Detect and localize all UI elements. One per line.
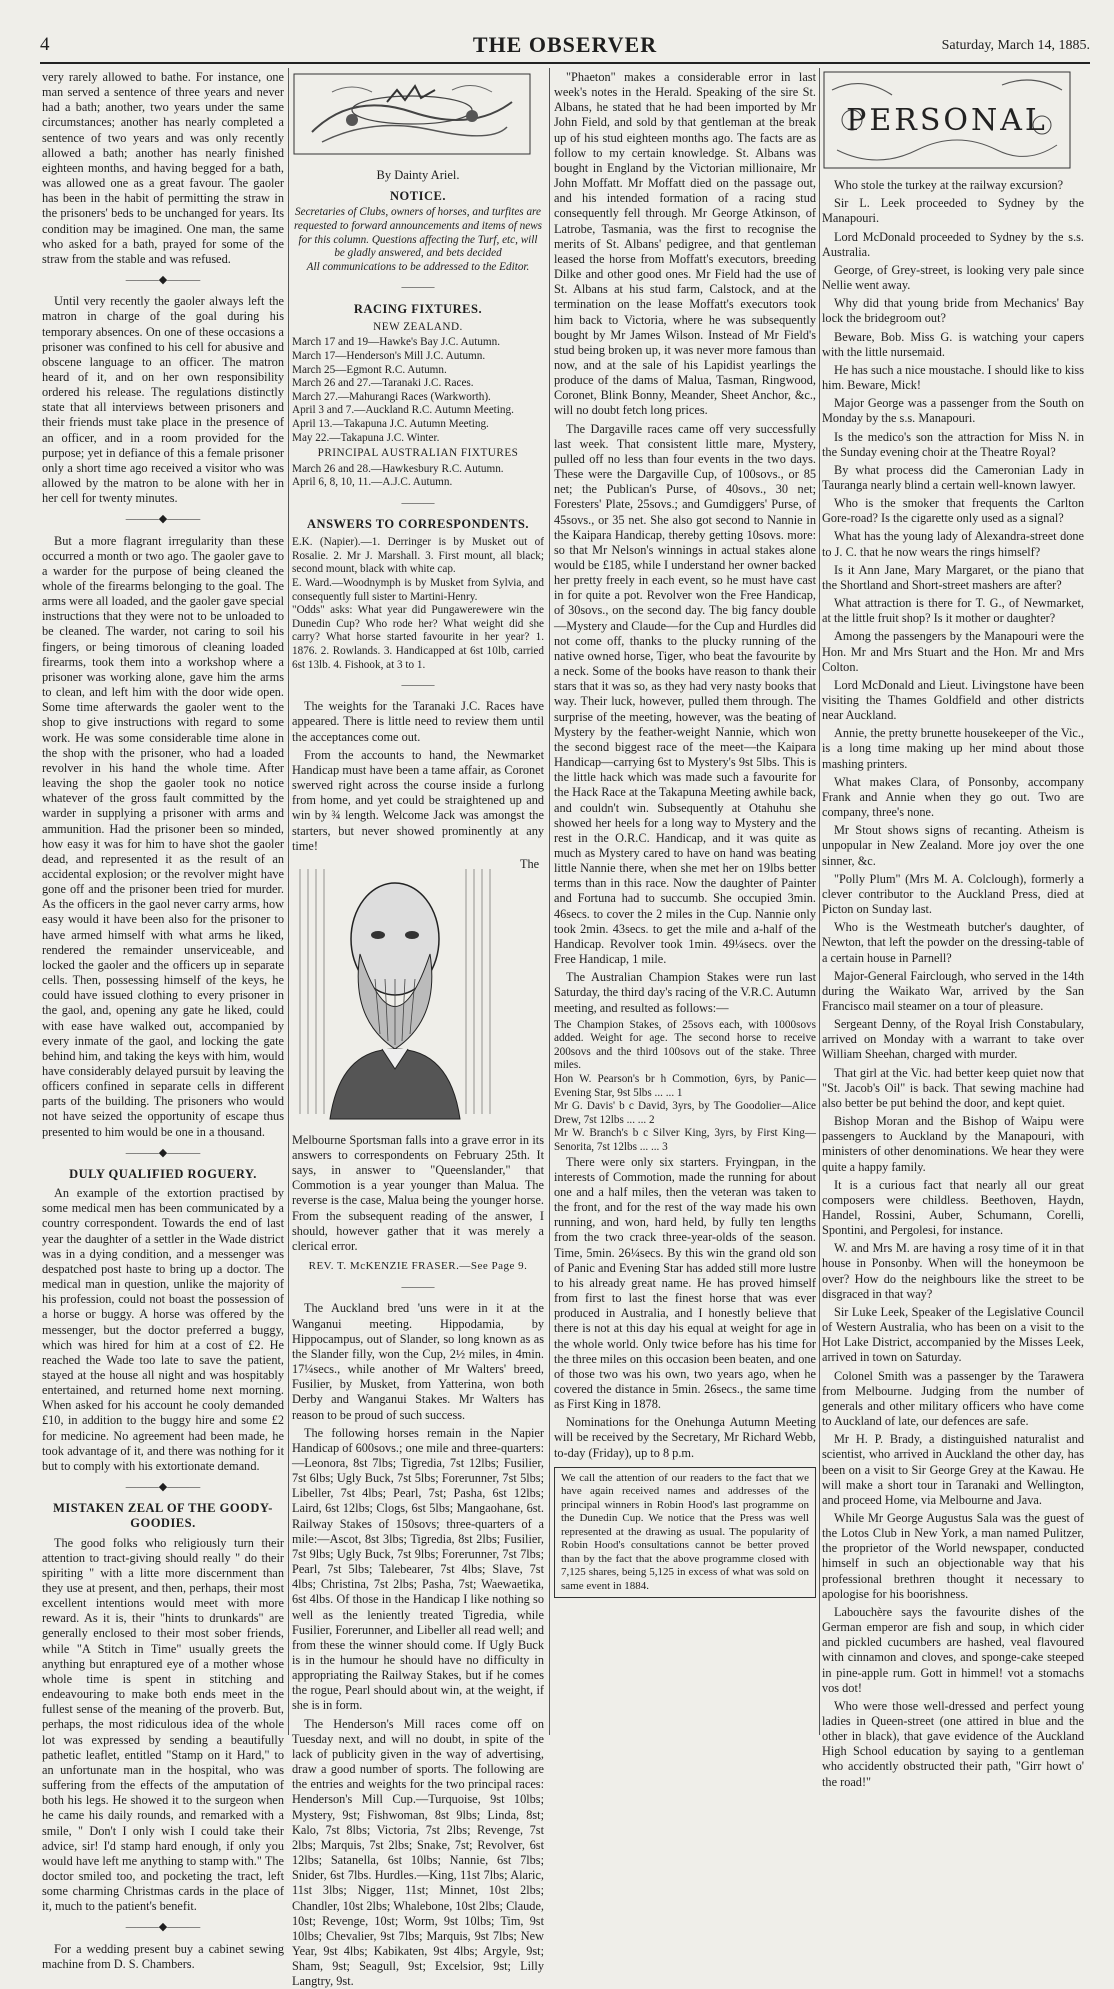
personal-item: Who is the smoker that frequents the Carlton Gore-road? Is the cigarette only used as a signal? [822, 496, 1084, 526]
fixtures-subheading: NEW ZEALAND. [373, 320, 463, 333]
fixture-item: April 3 and 7.—Auckland R.C. Autumn Meeting. [292, 404, 514, 417]
personal-item: Major-General Fairclough, who served in the 14th during the Waikato War, arrived by the San Francisco mail steamer on a tour of pleasure. [822, 968, 1084, 1013]
article-paragraph: There were only six starters. Fryingpan, in the interests of Commotion, made the running for about one and a half miles, then the veteran was taken to the front, and for the rest of the way made his own running, and won, hard held, by fully ten lengths from the two crack three-year-olds of the season. Time, 5min. 26¼secs. By this win the grand old son of Panic and Evening Star has added still more lustre to his already great name. He has proved himself from first to last the finest horse that was ever produced in Australia, and I honestly believe that there is not at this day his equal at weight for age in the whole world. Only twice before has his time for the three miles on this occasion been beaten, and one of those two was his own, two years ago, when he covered the distance in 5min. 26secs., the same time as First King in 1878. [554, 1154, 816, 1412]
personal-item: Is it Ann Jane, Mary Margaret, or the piano that the Shortland and Short-street mashers are after? [822, 562, 1084, 592]
section-separator: ——— [401, 496, 435, 509]
notice-box: We call the attention of our readers to the fact that we have again received names and addresses of the principal winners in Robin Hood's last programme on the Dunedin Cup. We notice that the Press was well represented at the drawing as usual. The popularity of Robin Hood's consultations cannot be better proved than by the fact that the above programme closed with 7,125 shares, being 5,125 in excess of what was sold on same event in 1884. [554, 1467, 816, 1599]
column-2 [292, 70, 544, 1989]
page-number: 4 [40, 34, 50, 55]
article-paragraph: very rarely allowed to bathe. For instance, one man served a sentence of three years and never had a bath; another, two years under the same circumstances; another has nearly completed a sentence of two years and was only recently allowed a bath; another has nearly finished eighteen months, and having begged for a bath, was allowed one as a great favour. The gaoler has been in the habit of permitting the straw in the prisoners' beds to be unchanged for years. Its condition may be imagined. One man, the same who asked for a bath, prayed for some of the straw from the stable and was refused. [42, 70, 284, 266]
personal-heading-ornament [822, 70, 1072, 170]
personal-heading: PERSONAL [846, 103, 1048, 138]
personal-item: Mr Stout shows signs of recanting. Atheism is unpopular in New Zealand. More joy over the one sinner, &c. [822, 823, 1084, 868]
portrait-caption: REV. T. McKENZIE FRASER.—See Page 9. [308, 1260, 528, 1273]
masthead-rule [40, 62, 1090, 64]
fixtures-list [292, 463, 544, 490]
personal-item: By what process did the Cameronian Lady in Tauranga nearly blind a certain well-known lawyer. [822, 462, 1084, 492]
personal-item: He has such a nice moustache. I should like to kiss him. Beware, Mick! [822, 362, 1084, 393]
fixture-item: March 17—Henderson's Mill J.C. Autumn. [292, 349, 486, 362]
fixture-item: April 6, 8, 10, 11.—A.J.C. Autumn. [292, 476, 453, 489]
personal-item: Sir L. Leek proceeded to Sydney by the Manapouri. [822, 196, 1084, 226]
race-result-item: Mr G. Davis' b c David, 3yrs, by The Goodolier—Alice Drew, 7st 12lbs ... ... 2 [554, 1100, 816, 1126]
personal-item: Lord McDonald and Lieut. Livingstone have been visiting the Thames Goldfield and other districts near Auckland. [822, 677, 1084, 723]
column-byline: By Dainty Ariel. [376, 168, 460, 183]
race-results [554, 1073, 816, 1155]
fixture-item: March 26 and 28.—Hawkesbury R.C. Autumn. [292, 462, 504, 475]
section-separator: ———◆——— [125, 513, 201, 526]
personal-item: What has the young lady of Alexandra-street done to J. C. that he now wears the rings himself? [822, 529, 1084, 559]
section-separator: ———◆——— [125, 1921, 201, 1934]
personal-item: While Mr George Augustus Sala was the guest of the Lotos Club in New York, a man named Pulitzer, the proprietor of the World newspaper, conducted himself in such an objectionable way that his professional brethren thought it necessary to apologise for his boorishness. [822, 1510, 1084, 1601]
article-paragraph: The Melbourne Sportsman falls into a grave error in its answers to correspondents on February 25th. It says, in answer to "Queenslander," that Commotion is a year younger than Malua. The reverse is the case, Malua being the younger horse. From the subsequent reading of the answer, I should, however gather that it was merely a clerical error. [292, 856, 544, 1253]
race-result-item: Hon W. Pearson's br h Commotion, 6yrs, by Panic—Evening Star, 9st 5lbs ... ... 1 [554, 1073, 816, 1099]
article-paragraph: "Phaeton" makes a considerable error in last week's notes in the Herald. Speaking of the sire St. Albans, he stated that he had been imported by Mr John Field, and sold by that gentleman at the break up of his stud eighteen months ago. The facts are as follow to my certain knowledge. St. Albans was bought in England by the Victorian millionaire, Mr John Moffatt. Mr Moffatt died on the passage out, and his intended formation of a racing stud consequently fell through. Mr George Atkinson, of Latrobe, Tasmania, was the first to recognise the merits of St. Albans' pedigree, and that gentleman leased the horse from Moffatt's executors, breeding Dilke and other good ones. Mr Field had the use of St. Albans at his stud farm, Calstock, and at the termination on the lease Moffatt's executors took him back to Victoria, where he was subsequently bought by Mr James Wilson. Instead of Mr Field's stud being broken up, it was never more famous than now, and at the sale of his Lapidist yearlings the produce of the dams of Malua, Tasman, Ringwood, Coronet, Blink Bonny, Meander, Sheet Anchor, &c., will no doubt fetch long prices. [554, 70, 816, 418]
personal-item: Sir Luke Leek, Speaker of the Legislative Council of Western Australia, who has been on a visit to the Hot Lake District, accompanied by the Misses Leek, arrived in town on Saturday. [822, 1304, 1084, 1365]
personal-item: Bishop Moran and the Bishop of Waipu were passengers to Auckland by the Manapouri, with ministers of other denominations. We hear they were quite a happy family. [822, 1114, 1084, 1174]
personal-item: Who stole the turkey at the railway excursion? [834, 178, 1064, 193]
section-separator: ———◆——— [125, 1146, 201, 1159]
article-paragraph: The following horses remain in the Napier Handicap of 600sovs.; one mile and three-quarters:—Leonora, 8st 7lbs; Tigredia, 7st 12lbs; Fusilier, 7st 6lbs; Ugly Buck, 7st 5lbs; Forerunner, 7st 5lbs; Libeller, 7st 4lbs; Pearl, 7st; Pasha, 6st 12lbs; Laird, 6st 12lbs; Clogs, 6st 5lbs; Mangaohane, 6st. Railway Stakes of 150sovs; three-quarters of a mile:—Ascot, 8st 3lbs; Tigredia, 8st 2lbs; Fusilier, 7st 9lbs; Ugly Buck, 7st 9lbs; Forerunner, 7st 7lbs; Pearl, 7st 5lbs; Talebearer, 7st 4lbs; Slave, 7st 4lbs; Christina, 7st 2lbs; Pasha, 7st; Waewaetika, 6st 4lbs. Of those in the Handicap I like nothing so well as the leniently treated Tigredia, while Fusilier, Forerunner, and Libeller all read well; and from these the winner should come. If Ugly Buck is in the humour he should have no difficulty in appropriating the Railway Stakes, but if he comes the rogue, Pearl should about win, at the weight, if she is in form. [292, 1425, 544, 1713]
article-paragraph: The weights for the Taranaki J.C. Races have appeared. There is little need to review them until the acceptances come out. [292, 699, 544, 744]
section-separator: ———◆——— [125, 274, 201, 287]
personal-item: Is the medico's son the attraction for Miss N. in the Sunday evening choir at the Theatre Royal? [822, 429, 1084, 459]
personal-item: Annie, the pretty brunette housekeeper of the Vic., is a long time making up her mind about those mashing printers. [822, 726, 1084, 771]
answers-heading: ANSWERS TO CORRESPONDENTS. [307, 517, 529, 532]
column-divider [288, 68, 289, 1735]
issue-date: Saturday, March 14, 1885. [941, 38, 1090, 53]
personal-item: It is a curious fact that nearly all our great composers were childless. Beethoven, Haydn, Handel, Rossini, Auber, Schumann, Corelli, Spontini, and Pergolesi, for instance. [822, 1177, 1084, 1238]
notice-heading: NOTICE. [390, 189, 446, 204]
section-separator: ——— [401, 281, 435, 294]
section-separator: ——— [401, 1281, 435, 1294]
personal-item: George, of Grey-street, is looking very pale since Nellie went away. [822, 262, 1084, 293]
column-divider [819, 68, 820, 1735]
article-paragraph: Nominations for the Onehunga Autumn Meeting will be received by the Secretary, Mr Richard Webb, to-day (Friday), up to 8 p.m. [554, 1415, 816, 1460]
personal-item: Colonel Smith was a passenger by the Tarawera from Melbourne. Judging from the number of generals and other military officers who have come to Auckland of late, our defences are safe. [822, 1368, 1084, 1429]
article-paragraph: The Dargaville races came off very successfully last week. That consistent little mare, Mystery, pulled off no less than four events in the two days. These were the Dargaville Cup, of 100sovs., or 85 net; the Publican's Purse, of 40sovs., 30 net; Foresters' Plate, 25sovs.; and Gumdiggers' Purse, of 45sovs., or 35 net. She also got second to Nannie in the Kaipara Handicap, thereby getting 10sovs. more: so that Mr Nelson's winnings in actual stakes alone would be £185, while I understand her owner backed her pretty freely in each event, so he must have cast in for quite a pot. Revolver won the Free Handicap, of 30sovs., on the second day. The big fancy double—Mystery and Claude—for the Cup and Hurdles did not come off, thanks to the plucky running of the native owned horse, Tiger, who beat the favourite by a neck. Some of the books have reason to thank their stars that it was so, as they had very nasty books that way. Their luck, however, pulled them through. The surprise of the meeting, however, was the beating of Mystery by the feather-weight Nannie, which won the second biggest race of the meet—the Kaipara Handicap—carrying 6st to Mystery's 9st 5lbs. This is the little hack which was made such a favourite for the Hack Race at the Takapuna Meeting awhile back, and couldn't win. Subsequently at Otahuhu she showed her heels for a long way to Mystery and the rest in the O.R.C. Handicap, and it was quite as much as Mystery cared to have on hand was beating little Nannie there, when she met her on 19lbs better terms than in this race. Now the daughter of Painter and Fortuna had to succumb. She occupied 3min. 46secs. to cover the 2 miles in the Cup. Nannie only took 2min. 43secs. to get the mile and a-half of the Handicap. Revolver took 1min. 49¼secs. over the Free Handicap, 1 mile. [554, 421, 816, 967]
personal-items [822, 178, 1084, 1790]
article-heading: MISTAKEN ZEAL OF THE GOODY-GOODIES. [53, 1501, 273, 1531]
article-paragraph: The Auckland bred 'uns were in it at the Wanganui meeting. Hippodamia, by Hippocampus, out of Slander, so long known as as the Slander filly, won the Cup, 2½ miles, in 4min. 17¼secs., while another of Mr Walters' breed, Fusilier, by Musket, from Yatterina, won both Derby and Wanganui Stakes. Mr Walters has reason to be proud of such success. [292, 1301, 544, 1422]
article-paragraph: The good folks who religiously turn their attention to tract-giving should really " do their spiriting " with a litte more discernment than they use at present, and then, perhaps, their most excellent intentions would meet with more reward. As it is, their "hints to drunkards" are generally enclosed to their most sober friends, while "A Stitch in Time" usually greets the anything but enraptured eye of a mother whose whole time is spent in stitching and endeavouring to make both ends meet in the fullest sense of the meaning of the proverb. But, perhaps, the most ridiculous idea of the whole lot was expressed by sending a beautifully pathetic leaflet, entitled "Stamp on it Hard," to an unfortunate man in the hospital, who was suffering from the effects of the amputation of both his legs. He showed it to the surgeon when he came his daily rounds, and remarked with a smile, " Don't I only wish I could take their advice, sir! I'd stamp hard enough, if only you would have left me anything to stamp with." The doctor smiled too, and pocketing the tract, left some charming Christmas cards in the place of it, much to the patient's benefit. [42, 1535, 284, 1914]
personal-item: Who were those well-dressed and perfect young ladies in Queen-street (one attired in blue and the other in black), that gave evidence of the Auckland High School education by saying to a gentleman who accidently obstructed their path, "Girr howt o' the road!" [822, 1698, 1084, 1789]
article-paragraph: Until very recently the gaoler always left the matron in charge of the goal during his temporary absences. On one of these occasions a prisoner was confined to his cell for abusive and obscene language to an officer. The matron heard of it, and on her own responsibility ordered his release. The regulations distinctly state that all interviews between prisoners and their friends must take place in the presence of an officer, and in a room provided for the purpose; yet in defiance of this a female prisoner only a short time ago received a visitor who was allowed by the matron to be alone with her in her cell for twenty minutes. [42, 294, 284, 506]
personal-item: Mr H. P. Brady, a distinguished naturalist and scientist, who arrived in Auckland the other day, has been on a visit to Sir George Grey at the Kawau. He will make a short tour in Taranaki and Wellington, and proceed Home, via Melbourne and Java. [822, 1432, 1084, 1507]
column-3 [554, 70, 816, 1737]
article-paragraph: The Henderson's Mill races come off on Tuesday next, and will no doubt, in spite of the lack of publicity given in the way of advertising, draw a good number of sports. The following are the entries and weights for the two principal races: Henderson's Mill Cup.—Turquoise, 9st 10lbs; Mystery, 9st; Fishwoman, 8st 9lbs; Linda, 8st; Kalo, 7st 8lbs; Victoria, 7st 2lbs; Revenge, 7st 2lbs; Marquis, 7st 2lbs; Snake, 7st; Revolver, 6st 12lbs; Satanella, 6st 10lbs; Nannie, 6st 7lbs; Snider, 6st 7lbs. Hurdles.—King, 11st 7lbs; Alaric, 11st 3lbs; Nigger, 11st; Minnet, 10st 2lbs; Chandler, 10st 2lbs; Whalebone, 10st 2lbs; Claude, 10st; Revenge, 10st; Worm, 9st 10lbs; Tim, 9st 10lbs; Chevalier, 9st 7lbs; Marquis, 9st 7lbs; New Year, 9st 4lbs; Kabikaten, 9st 4lbs; Argyle, 9st; Sham, 9st; Seagull, 9st; Excelsior, 9st; Lilly Langtry, 9st. [292, 1716, 544, 1989]
personal-item: Major George was a passenger from the South on Monday by the s.s. Manapouri. [822, 396, 1084, 426]
personal-item: "Polly Plum" (Mrs M. A. Colclough), formerly a clever contributor to the Auckland Press, died at Picton on Sunday last. [822, 871, 1084, 917]
fixtures-heading: RACING FIXTURES. [353, 301, 483, 316]
fixture-item: May 22.—Takapuna J.C. Winter. [292, 431, 440, 444]
answer-item: E.K. (Napier).—1. Derringer is by Musket out of Rosalie. 2. Mr J. Marshall. 3. First mount, all black; second mount, black with white cap. [292, 536, 544, 576]
fixture-item: March 27.—Mahurangi Races (Warkworth). [292, 390, 491, 403]
answer-item: "Odds" asks: What year did Pungawerewere win the Dunedin Cup? Who rode her? What weight did she carry? What horse started favourite in her year? 1. 1876. 2. Rowlands. 3. Handicapped at 6st 10lb, carried 6st 13lb. 4. Fishook, at 3 to 1. [292, 604, 544, 671]
column-1 [42, 70, 284, 1971]
fixture-item: March 25—Egmont R.C. Autumn. [292, 363, 447, 376]
section-separator: ——— [401, 679, 435, 692]
personal-item: Among the passengers by the Manapouri were the Hon. Mr and Mrs Stuart and the Hon. Mr and Mrs Colton. [822, 629, 1084, 674]
personal-item: What attraction is there for T. G., of Newmarket, at the little fruit shop? Is it mother or daughter? [822, 596, 1084, 626]
column-header-illustration [292, 72, 532, 156]
newspaper-title: THE OBSERVER [472, 32, 658, 57]
personal-item: Who is the Westmeath butcher's daughter, of Newton, that left the powder on the dressing-table of a certain house in Parnell? [822, 920, 1084, 965]
fixture-item: March 17 and 19—Hawke's Bay J.C. Autumn. [292, 336, 501, 349]
personal-item: Sergeant Denny, of the Royal Irish Constabulary, arrived on Monday with a warrant to take over William Sheehan, charged with murder. [822, 1017, 1084, 1062]
article-paragraph: An example of the extortion practised by some medical men has been communicated by a country correspondent. Towards the end of last year the daughter of a settler in the Wade district was in a dying condition, and a messenger was despatched post haste to bring up a doctor. The medical man in question, unlike the majority of his profession, could not boast the possession of a horse or buggy. A horse was offered by the messenger, but the doctor preferred a buggy, which was hired for him at a cost of £2. He reached the Wade too late to save the patient, stayed at the house all night and was hospitably entertained, and returned home next morning. When asked for his account he cooly demanded £10, in addition to the buggy hire and some £2 for medicine. No agreement had been made, he took advantage of it, and there was nothing for it but to comply with his extortionate demand. [42, 1186, 284, 1473]
column-divider [549, 68, 550, 1735]
fixtures-subheading: PRINCIPAL AUSTRALIAN FIXTURES [317, 447, 519, 460]
article-paragraph: But a more flagrant irregularity than these occurred a month or two ago. The gaoler gave to a warder for the purpose of being cleaned the whole of the firearms belonging to the goal. The arms were all loaded, and the gaoler gave special instructions that they were not to be unloaded to be cleaned. The warder, not caring to soil his fingers, or being timorous of cleaning loaded firearms, took them into a workshop where a prisoner was working alone, gave him the arms to clean, and left him with the door wide open. Some time afterwards the gaoler went to the shop to give instructions with regard to some work. He was some considerable time alone in the shop with the prisoner, who had a loaded revolver in his hand the whole time. After leaving the shop the gaoler took no notice whatever of the gross fault committed by the warder in supplying a prisoner with arms and ammunition. Had the prisoner been so minded, how easy it was for him to have shot the gaoler dead, and represented it as the result of an accidental explosion; or the revolver might have gone off and the prisoner been tried for murder. As the officers in the gaol never carry arms, how easy would it have been also for the prisoner to have armed himself with what arms he liked, rendered the remainder unserviceable, and locked the gaoler and the officers up in separate cells. Then, possessing himself of the keys, he could have issued clothing to every prisoner in the gaol, and, opening any gate he liked, could with ease have walked out, accompanied by every inmate of the gaol, and locking the gate behind him, and taking the keys with him, would have considerably delayed pursuit by leaving the officers confined in separate cells in different parts of the building. The prisoners who would not have seized the opportunity of escape thus presented to him would be one in a thousand. [42, 533, 284, 1139]
article-heading: DULY QUALIFIED ROGUERY. [69, 1166, 257, 1181]
fixture-item: March 26 and 27.—Taranaki J.C. Races. [292, 377, 474, 390]
masthead [40, 32, 1090, 58]
personal-item: Why did that young bride from Mechanics' Bay lock the bridegroom out? [822, 296, 1084, 326]
personal-item: Lord McDonald proceeded to Sydney by the s.s. Australia. [822, 229, 1084, 259]
article-paragraph: From the accounts to hand, the Newmarket Handicap must have been a tame affair, as Coronet swerved right across the course inside a furlong from home, and yet could be straightened up and win by ¾ length. Welcome Jack was amongst the starters, but never showed prominently at any time! [292, 747, 544, 853]
race-result-item: Mr W. Branch's b c Silver King, 3yrs, by First King—Senorita, 7st 12lbs ... ... 3 [554, 1127, 816, 1154]
column-4 [822, 70, 1084, 1789]
notice-text: Secretaries of Clubs, owners of horses, and turfites are requested to forward announcements and items of news for this column. Questions affecting the Turf, etc, will be gladly answered, and bets decided [293, 206, 543, 260]
fixture-item: April 13.—Takapuna J.C. Autumn Meeting. [292, 417, 489, 430]
fixtures-list [292, 336, 544, 445]
section-separator: ———◆——— [125, 1481, 201, 1494]
race-results-header: The Champion Stakes, of 25sovs each, with 1000sovs added. Weight for age. The second horse to receive 200sovs and the third 100sovs out of the stake. Three miles. [554, 1018, 816, 1072]
notice-editor-line: All communications to be addressed to the Editor. [306, 260, 530, 273]
answer-item: E. Ward.—Woodnymph is by Musket from Sylvia, and consequently full sister to Martini-Henry. [292, 576, 544, 603]
personal-item: Beware, Bob. Miss G. is watching your capers with the little nursemaid. [822, 329, 1084, 359]
portrait-engraving [290, 859, 500, 1129]
advertisement: For a wedding present buy a cabinet sewing machine from D. S. Chambers. [42, 1941, 284, 1971]
personal-item: What makes Clara, of Ponsonby, accompany Frank and Annie when they go out. Two are company, three's none. [822, 774, 1084, 820]
personal-item: Labouchère says the favourite dishes of the German emperor are fish and soup, in which cider and pickled cucumbers are hashed, veal flavoured with cinnamon and cloves, and sponge-cake steeped in pine-apple rum. Gott in himmel! vot a stomachs vos dot! [822, 1604, 1084, 1695]
article-paragraph: The Australian Champion Stakes were run last Saturday, the third day's racing of the V.R.C. Autumn meeting, and resulted as follows:— [554, 970, 816, 1015]
personal-item: W. and Mrs M. are having a rosy time of it in that house in Ponsonby. When will the honeymoon be over? How do the neighbours like the street to be disgraced in that way? [822, 1241, 1084, 1301]
personal-item: That girl at the Vic. had better keep quiet now that "St. Jacob's Oil" is back. That sewing machine had also better be put behind the door, and kept quiet. [822, 1065, 1084, 1110]
